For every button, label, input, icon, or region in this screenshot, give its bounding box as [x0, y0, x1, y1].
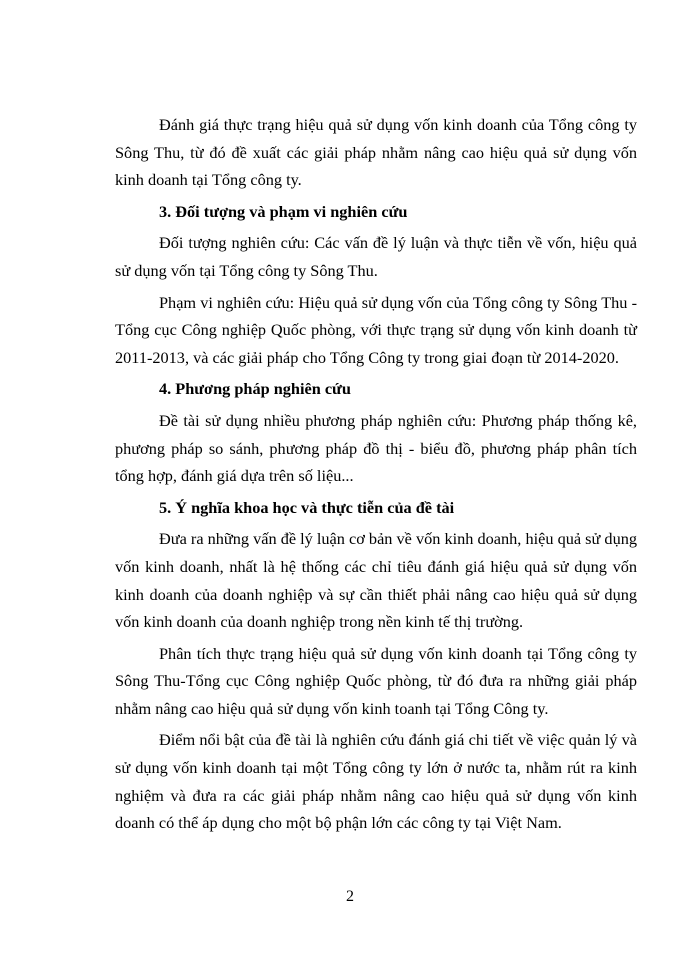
paragraph-significance-theory: Đưa ra những vấn đề lý luận cơ bản về vốn kinh doanh, hiệu quả sử dụng vốn kinh doanh, nhất là hệ thống các chỉ tiêu đánh giá hiệu quả sử dụng vốn kinh doanh của doanh nghiệp và sự cần thiết phải nâng cao hiệu quả sử dụng vốn kinh doanh của doanh nghiệp trong nền kinh tế thị trường.: [115, 529, 637, 632]
paragraph-research-scope: Phạm vi nghiên cứu: Hiệu quả sử dụng vốn của Tổng công ty Sông Thu - Tổng cục Công nghiệp Quốc phòng, với thực trạng sử dụng vốn kinh doanh từ 2011-2013, và các giải pháp cho Tổng Công ty trong giai đoạn từ 2014-2020.: [115, 292, 637, 367]
page-body: [115, 111, 637, 841]
heading-subject-scope: 3. Đối tượng và phạm vi nghiên cứu: [159, 201, 408, 221]
heading-significance: 5. Ý nghĩa khoa học và thực tiễn của đề tài: [159, 497, 455, 517]
paragraph-highlight: Điểm nổi bật của đề tài là nghiên cứu đánh giá chi tiết về việc quản lý và sử dụng vốn kinh doanh tại một Tổng công ty lớn ở nước ta, nhằm rút ra kinh nghiệm và đưa ra các giải pháp nhằm nâng cao hiệu quả sử dụng vốn kinh doanh có thể áp dụng cho một bộ phận lớn các công ty tại Việt Nam.: [115, 730, 637, 833]
heading-research-methods: 4. Phương pháp nghiên cứu: [159, 379, 351, 399]
paragraph-significance-analysis: Phân tích thực trạng hiệu quả sử dụng vốn kinh doanh tại Tổng công ty Sông Thu-Tổng cục Công nghiệp Quốc phòng, từ đó đưa ra những giải pháp nhằm nâng cao hiệu quả sử dụng vốn kinh toanh tại Tổng Công ty.: [115, 643, 637, 718]
paragraph-methods: Đề tài sử dụng nhiều phương pháp nghiên cứu: Phương pháp thống kê, phương pháp so sánh, phương pháp đồ thị - biểu đồ, phương pháp phân tích tổng hợp, đánh giá dựa trên số liệu...: [115, 410, 637, 486]
paragraph-research-subject: Đối tượng nghiên cứu: Các vấn đề lý luận và thực tiễn về vốn, hiệu quả sử dụng vốn tại Tổng công ty Sông Thu.: [115, 233, 637, 280]
page-number: 2: [346, 888, 354, 905]
paragraph-objective: Đánh giá thực trạng hiệu quả sử dụng vốn kinh doanh của Tổng công ty Sông Thu, từ đó đề xuất các giải pháp nhằm nâng cao hiệu quả sử dụng vốn kinh doanh tại Tổng công ty.: [115, 115, 637, 190]
